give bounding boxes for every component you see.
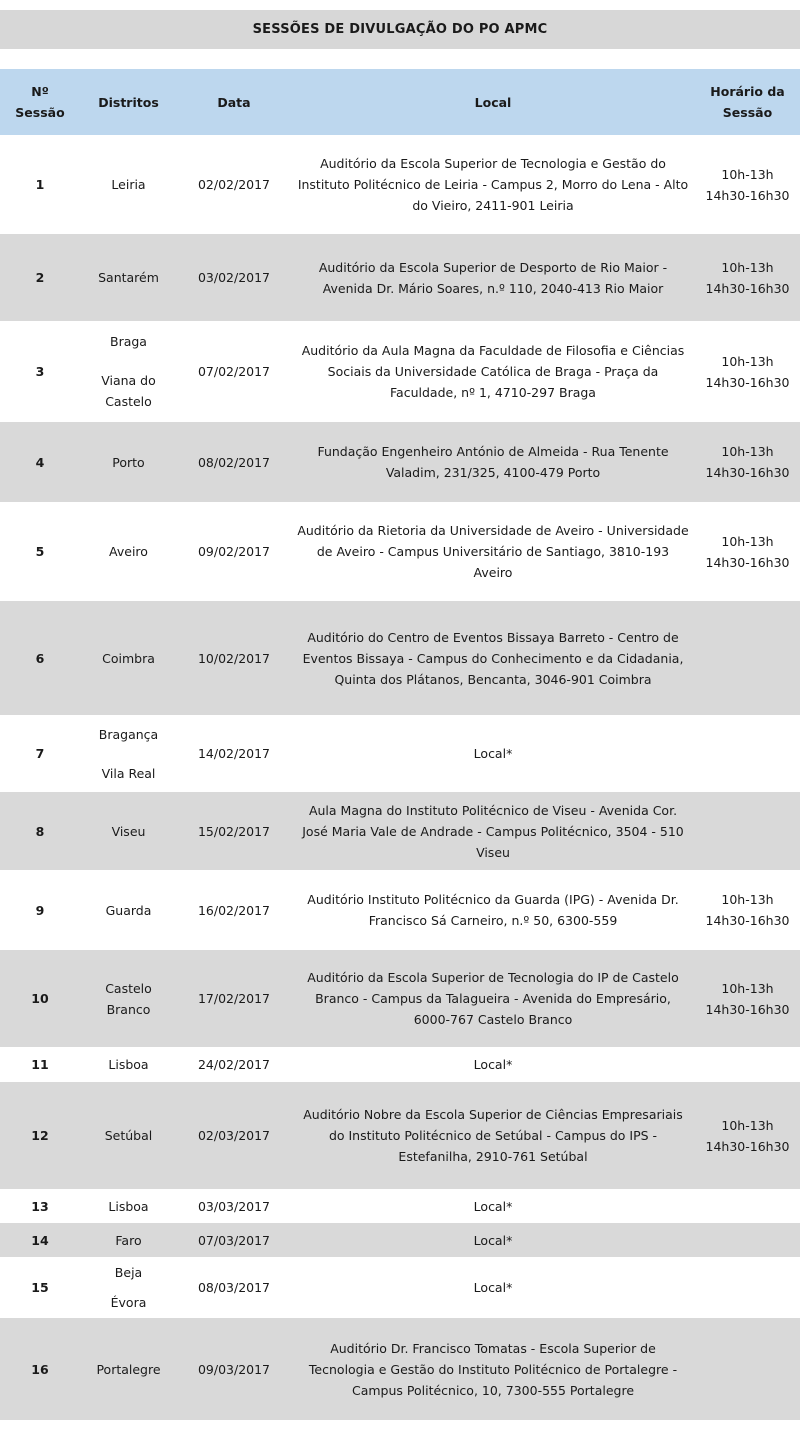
table-row [0,1082,800,1189]
district-name: Viana do Castelo [101,373,156,409]
table-row [0,1257,800,1318]
session-number: 6 [0,601,80,715]
district-cell [80,870,177,950]
district-cell [80,1223,177,1257]
session-schedule [695,1257,800,1318]
session-schedule [695,601,800,715]
district-cell [80,715,177,792]
session-schedule [695,234,800,321]
session-date: 08/02/2017 [177,422,291,502]
session-schedule [695,1082,800,1189]
session-location: Auditório da Escola Superior de Tecnologia e Gestão do Instituto Politécnico de Leiria - Campus 2, Morro do Lena - Alto do Vieiro, 2411-901 Leiria [291,135,695,234]
session-schedule [695,502,800,601]
table-row [0,422,800,502]
district-name: Lisboa [108,1057,149,1072]
session-date: 02/02/2017 [177,135,291,234]
session-date: 14/02/2017 [177,715,291,792]
session-date: 15/02/2017 [177,792,291,870]
header-sessao: Nº Sessão [0,69,80,135]
table-row [0,502,800,601]
session-location: Local* [291,1047,695,1082]
district-name: Leiria [111,177,146,192]
table-row [0,601,800,715]
table-header-row [0,69,800,135]
schedule-morning: 10h-13h [721,892,774,907]
session-number: 13 [0,1189,80,1223]
district-name: Viseu [111,823,146,839]
session-schedule [695,1047,800,1082]
session-schedule [695,135,800,234]
session-schedule [695,792,800,870]
session-number: 12 [0,1082,80,1189]
session-schedule [695,1223,800,1257]
session-location: Fundação Engenheiro António de Almeida - Rua Tenente Valadim, 231/325, 4100-479 Porto [291,422,695,502]
session-date: 16/02/2017 [177,870,291,950]
table-row [0,1223,800,1257]
header-data: Data [177,69,291,135]
session-location: Local* [291,1257,695,1318]
session-schedule [695,321,800,422]
session-number: 5 [0,502,80,601]
schedule-afternoon: 14h30-16h30 [705,1001,790,1017]
schedule-afternoon: 14h30-16h30 [705,280,790,296]
district-name: Vila Real [101,765,156,781]
district-name: Coimbra [102,650,155,666]
table-row [0,234,800,321]
district-name: Braga [110,334,147,349]
district-cell [80,1257,177,1318]
district-cell [80,1082,177,1189]
session-location: Local* [291,1223,695,1257]
district-name: Aveiro [109,544,148,559]
session-date: 02/03/2017 [177,1082,291,1189]
session-date: 09/02/2017 [177,502,291,601]
table-row [0,1318,800,1420]
district-spacer [86,352,171,370]
session-number: 10 [0,950,80,1047]
district-name: Lisboa [108,1198,149,1214]
district-spacer [86,1283,171,1292]
session-number: 1 [0,135,80,234]
district-cell [80,950,177,1047]
district-name: Guarda [105,902,152,918]
district-cell [80,234,177,321]
session-number: 15 [0,1257,80,1318]
session-number: 3 [0,321,80,422]
session-location: Auditório da Escola Superior de Desporto de Rio Maior - Avenida Dr. Mário Soares, n.º 110, 2040-413 Rio Maior [291,234,695,321]
session-schedule [695,950,800,1047]
district-name: Beja [114,1265,143,1280]
sessions-table [0,69,800,1420]
district-spacer [86,745,171,763]
session-number: 7 [0,715,80,792]
table-row [0,1189,800,1223]
district-name: Santarém [98,270,159,285]
session-date: 17/02/2017 [177,950,291,1047]
session-schedule [695,1318,800,1420]
session-location: Aula Magna do Instituto Politécnico de Viseu - Avenida Cor. José Maria Vale de Andrade - Campus Politécnico, 3504 - 510 Viseu [291,792,695,870]
schedule-morning: 10h-13h [721,444,774,459]
session-number: 11 [0,1047,80,1082]
session-date: 03/02/2017 [177,234,291,321]
session-number: 14 [0,1223,80,1257]
session-schedule [695,1189,800,1223]
session-location: Auditório da Aula Magna da Faculdade de Filosofia e Ciências Sociais da Universidade Católica de Braga - Praça da Faculdade, nº 1, 4710-297 Braga [291,321,695,422]
session-location: Auditório do Centro de Eventos Bissaya Barreto - Centro de Eventos Bissaya - Campus do Conhecimento e da Cidadania, Quinta dos Plátanos, Bencanta, 3046-901 Coimbra [291,601,695,715]
district-name: Porto [112,454,145,470]
district-cell [80,792,177,870]
session-date: 24/02/2017 [177,1047,291,1082]
schedule-afternoon: 14h30-16h30 [705,1138,790,1154]
session-number: 16 [0,1318,80,1420]
district-name: Bragança [98,726,159,742]
page-title: SESSÕES DE DIVULGAÇÃO DO PO APMC [0,10,800,49]
district-name: Faro [115,1232,142,1248]
session-location: Auditório Instituto Politécnico da Guarda (IPG) - Avenida Dr. Francisco Sá Carneiro, n.º 50, 6300-559 [291,870,695,950]
table-row [0,715,800,792]
district-cell [80,1047,177,1082]
session-location: Local* [291,1189,695,1223]
district-name: Setúbal [104,1128,153,1143]
schedule-afternoon: 14h30-16h30 [705,374,790,390]
session-number: 2 [0,234,80,321]
table-row [0,135,800,234]
header-distritos: Distritos [80,69,177,135]
schedule-afternoon: 14h30-16h30 [705,187,790,203]
session-location: Auditório da Rietoria da Universidade de Aveiro - Universidade de Aveiro - Campus Universitário de Santiago, 3810-193 Aveiro [291,502,695,601]
session-location: Auditório Nobre da Escola Superior de Ciências Empresariais do Instituto Politécnico de Setúbal - Campus do IPS - Estefanilha, 2910-761 Setúbal [291,1082,695,1189]
table-row [0,870,800,950]
session-date: 08/03/2017 [177,1257,291,1318]
district-cell [80,601,177,715]
session-schedule [695,422,800,502]
district-cell [80,135,177,234]
session-location: Auditório da Escola Superior de Tecnologia do IP de Castelo Branco - Campus da Talagueira - Avenida do Empresário, 6000-767 Castelo Branco [291,950,695,1047]
session-location: Local* [291,715,695,792]
district-name: Portalegre [96,1361,161,1377]
table-row [0,792,800,870]
schedule-morning: 10h-13h [721,166,774,182]
schedule-morning: 10h-13h [721,353,774,369]
session-schedule [695,715,800,792]
table-row [0,1047,800,1082]
district-cell [80,1189,177,1223]
schedule-afternoon: 14h30-16h30 [705,913,790,928]
session-schedule [695,870,800,950]
district-name: Castelo Branco [105,980,152,1017]
table-row [0,321,800,422]
session-number: 9 [0,870,80,950]
session-number: 8 [0,792,80,870]
schedule-morning: 10h-13h [721,980,774,996]
schedule-afternoon: 14h30-16h30 [705,465,790,480]
session-number: 4 [0,422,80,502]
schedule-morning: 10h-13h [721,1117,774,1133]
session-location: Auditório Dr. Francisco Tomatas - Escola Superior de Tecnologia e Gestão do Instituto Politécnico de Portalegre - Campus Politécnico, 10, 7300-555 Portalegre [291,1318,695,1420]
schedule-morning: 10h-13h [721,533,774,549]
district-cell [80,422,177,502]
session-date: 09/03/2017 [177,1318,291,1420]
session-date: 07/02/2017 [177,321,291,422]
header-horario: Horário da Sessão [695,69,800,135]
district-cell [80,321,177,422]
session-date: 07/03/2017 [177,1223,291,1257]
schedule-morning: 10h-13h [721,259,774,275]
district-cell [80,1318,177,1420]
header-local: Local [291,69,695,135]
top-spacer [0,0,800,10]
session-date: 10/02/2017 [177,601,291,715]
district-name: Évora [110,1295,147,1310]
schedule-afternoon: 14h30-16h30 [705,554,790,570]
session-date: 03/03/2017 [177,1189,291,1223]
table-row [0,950,800,1047]
district-cell [80,502,177,601]
